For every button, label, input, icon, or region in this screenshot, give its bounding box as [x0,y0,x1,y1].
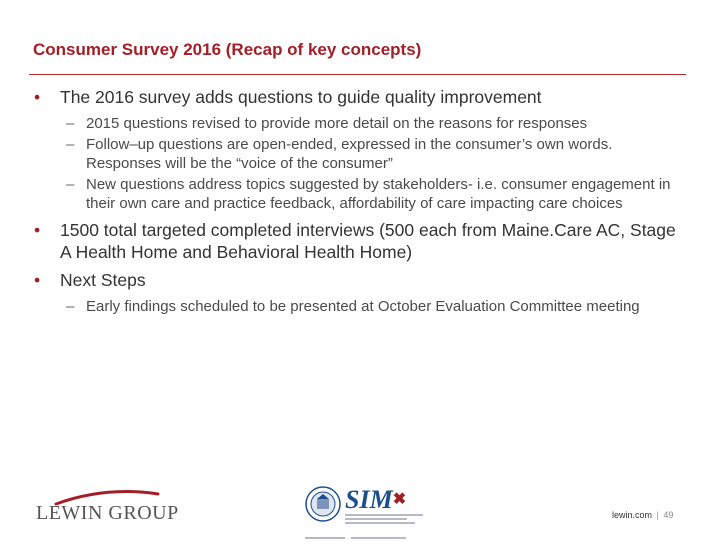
bullet-item [30,269,690,291]
state-seal-icon [305,486,341,522]
sub-bullet-list [30,297,690,316]
slide-body [30,86,690,322]
sim-subtext-lines [305,526,425,532]
sim-logo-text [345,486,406,514]
sim-logo-mark-icon: ✖ [392,491,407,508]
sim-tagline-lines [345,512,423,524]
bullet-text: The 2016 survey adds questions to guide quality improvement [60,87,542,107]
dash-mark: – [66,176,75,193]
page-number: 49 [663,510,674,520]
sub-bullet-item [30,114,690,133]
footer-separator: | [656,510,659,520]
website-link[interactable]: lewin.com [612,510,653,520]
sub-bullet-item [30,297,690,316]
page-footer [612,510,673,520]
bullet-item [30,86,690,108]
sub-bullet-list [30,114,690,213]
sim-logo [305,486,425,534]
bullet-mark: • [34,220,41,240]
sub-bullet-text: 2015 questions revised to provide more detail on the reasons for responses [86,115,588,132]
sim-logo-word: SIM [345,485,393,514]
bullet-text: Next Steps [60,270,146,290]
sub-bullet-text: Follow–up questions are open-ended, expressed in the consumer’s own words. Responses will be the “voice of the consumer” [86,136,613,172]
dash-mark: – [66,136,75,153]
lewin-logo-text: LEWIN GROUP [36,502,179,524]
slide-title: Consumer Survey 2016 (Recap of key concepts) [33,40,422,59]
dash-mark: – [66,115,75,132]
bullet-item [30,219,690,263]
title-divider [29,74,686,75]
bullet-text: 1500 total targeted completed interviews (500 each from Maine.Care AC, Stage A Health Home and Behavioral Health Home) [60,220,676,262]
sub-bullet-item [30,175,690,213]
sub-bullet-text: New questions address topics suggested by stakeholders- i.e. consumer engagement in their own care and practice feedback, affordability of care impacting care choices [86,176,671,212]
lewin-group-logo [36,488,179,524]
sub-bullet-text: Early findings scheduled to be presented at October Evaluation Committee meeting [86,298,640,315]
bullet-mark: • [34,270,41,290]
dash-mark: – [66,298,75,315]
sub-bullet-item [30,135,690,173]
bullet-mark: • [34,87,41,107]
